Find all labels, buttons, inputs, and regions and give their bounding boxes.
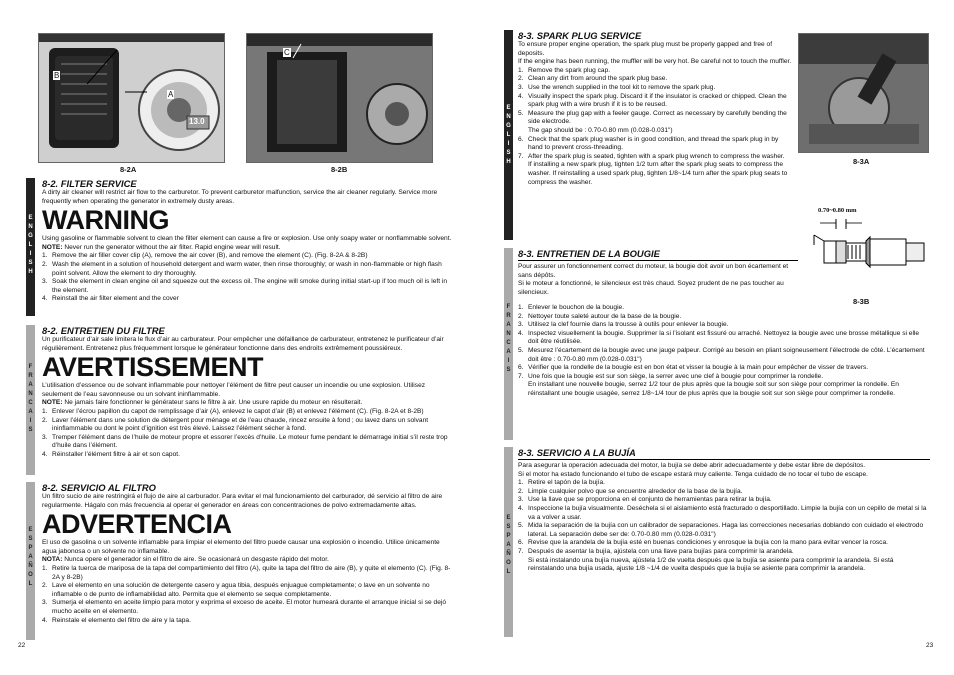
section-intro: Un filtro sucio de aire restringirá el flujo de aire al carburador. Para evitar el mal funcionamiento del carburador, dé servicio al filtro de aire regularmente. Hágalo con más frecuencia al operar el generador en áreas con concentraciones de polvo extremadamente altas.: [42, 493, 443, 509]
figure-8-3a-photo: [798, 33, 929, 153]
list-item: 1. Retire el tapón de la bujía.: [518, 479, 605, 487]
warning-title: ADVERTENCIA: [42, 509, 232, 540]
figure-8-2a-photo: [38, 33, 225, 163]
section-heading: 8-2. ENTRETIEN DU FILTRE: [42, 325, 165, 336]
steps-list: [518, 67, 792, 187]
section-intro-2: Si le moteur a fonctionné, le silencieux est très chaud. Soyez prudent de ne pas toucher au silencieux.: [518, 280, 784, 296]
list-item: 7. Después de asentar la bujía, ajústela con una llave para bujías para comprimir la arandela. Si está instalando una bujía nueva, ajústela 1/2 de vuelta después que la bujía se asiente para comprimir la arandela. Si está reinstalando una bujía usada, ajuste 1/8 ~1/4 de vuelta después que la bujía se asiente para comprimir la arandela.: [518, 547, 894, 573]
list-item: 1. Enlever l’écrou papillon du capot de remplissage d’air (A), enlevez le capot d’air (B) et enlevez l’élément (C). (Fig. 8-2A et 8-2B): [42, 407, 424, 415]
page-number-right: 23: [926, 642, 934, 649]
spark-plug-service-francais: [518, 248, 798, 297]
section-intro: Un purificateur d’air sale limitera le flux d’air au carburateur. Pour empêcher une défaillance de carburateur, entretenez le purificateur d’air régulièrement. Entretenez plus fréquemment lorsque le générateur fonctionne dans des endroits extrêmement poussiéreux.: [42, 336, 444, 352]
warning-title: WARNING: [42, 205, 169, 236]
section-heading: 8-3. SPARK PLUG SERVICE: [518, 30, 642, 41]
spark-plug-steps-francais: [518, 304, 930, 399]
list-item: 1. Remove the spark plug cap.: [518, 66, 611, 74]
warning-text: L’utilisation d’essence ou de solvant inflammable pour nettoyer l’élément de filtre peut causer un incendie ou une explosion. Utilisez seulement de l’eau savonneuse ou un solvant ininflammable.: [42, 382, 426, 398]
list-item: 3. Use la llave que se proporciona en el conjunto de herramientas para retirar la bujía.: [518, 496, 772, 504]
section-intro-1: To ensure proper engine operation, the spark plug must be properly gapped and free of deposits.: [518, 41, 773, 57]
list-item: 6. Revise que la arandela de la bujía esté en buenas condiciones y enrosque la bujía con la mano para evitar vencer la rosca.: [518, 539, 888, 547]
page-number-left: 22: [18, 642, 26, 649]
list-item: 2. Wash the element in a solution of household detergent and warm water, then rinse thoroughly; or wash in non-flammable or high flash point solvent. Allow the element to dry thoroughly.: [42, 260, 442, 277]
list-item: 5. Measure the plug gap with a feeler gauge. Correct as necessary by carefully bending the side electrode. The gap should be : 0.70-0.80 mm (0.028-0.031"): [518, 109, 787, 134]
warning-text: El uso de gasolina o un solvente inflamable para limpiar el elemento del filtro puede causar una explosión o incendio. Utilice únicamente agua jabonosa o un solvente no inflamable.: [42, 539, 440, 555]
list-item: 2. Laver l’élément dans une solution de détergent pour ménage et de l’eau chaude, rincez ensuite à fond ; ou lavez dans un solvant ininflammable ou dont le point d’ignition est très élevé. Laissez l’élément sécher à fond.: [42, 416, 429, 433]
section-heading: 8-3. ENTRETIEN DE LA BOUGIE: [518, 248, 660, 259]
side-tab-francais-right-letters: F R A N C A I S: [506, 304, 511, 373]
gap-label: 0.70~0.80 mm: [818, 207, 857, 214]
section-heading: 8-2. FILTER SERVICE: [42, 178, 137, 189]
section-intro-1: Pour assurer un fonctionnement correct du moteur, la bougie doit avoir un bon écartement et sans dépôts.: [518, 263, 789, 279]
figure-label-c: C: [284, 48, 290, 57]
note: NOTA: Nunca opere el generador sin el filtro de aire. Se ocasionará un desgaste rápido del motor.: [42, 556, 329, 564]
side-tab-espanol-letters: E S P A Ñ O L: [28, 527, 33, 587]
steps-list: [518, 479, 930, 574]
spark-plug-gap-diagram: [806, 205, 931, 285]
list-item: 3. Sumerja el elemento en aceite limpio para motor y exprima el exceso de aceite. El motor humeará durante el arranque inicial si se dejó mucho aceite en el elemento.: [42, 599, 446, 615]
steps-list: [42, 252, 452, 304]
list-item: 6. Vérifier que la rondelle de la bougie est en bon état et visser la bougie à la main pour empêcher de visser de travers.: [518, 364, 869, 372]
list-item: 4. Inspectez visuellement la bougie. Supprimer la si l’isolant est fissuré ou arraché. Nettoyez la bougie avec une brosse métallique si elle doit être réutilisée.: [518, 329, 920, 346]
side-tab-francais-letters: F R A N C A I S: [28, 364, 33, 433]
list-item: 1. Retire la tuerca de mariposa de la tapa del compartimiento del filtro (A), quite la tapa del filtro de aire (B), y quite el elemento (C). (Fig. 8-2A y 8-2B): [42, 564, 451, 581]
figure-label-b: B: [54, 71, 60, 80]
list-item: 7. Une fois que la bougie est sur son siège, la serrer avec une clef à bougie pour comprimer la rondelle. En installant une nouvelle bougie, serrez 1/2 tour de plus après que la bougie soit sur son siège pour comprimer la rondelle. En réinstallant une bougie usagée, serrez 1/8~1/4 tour de plus après que la bougie soit sur son siège pour comprimer la rondelle.: [518, 372, 899, 397]
side-tab-espanol-right-letters: E S P A Ñ O L: [506, 515, 511, 575]
section-intro-1: Para asegurar la operación adecuada del motor, la bujía se debe abrir adecuadamente y debe estar libre de depósitos.: [518, 462, 866, 469]
gap-note: The gap should be : 0.70-0.80 mm (0.028-0.031"): [528, 126, 673, 134]
list-item: 4. Inspeccione la bujía visualmente. Deséchela si el aislamiento está fracturado o desportillado. Limpie la bujía con un cepillo de metal si la va a volver a usar.: [518, 504, 927, 521]
figure-8-3b-diagram: [806, 205, 931, 285]
list-item: 5. Mida la separación de la bujía con un calibrador de separaciones. Haga las correcciones necesarias doblando con cuidado el electrodo lateral. La separación debe ser de: 0.70-0.80 mm (0.028-0.031"): [518, 522, 924, 538]
filter-service-english: [42, 178, 452, 304]
list-item: 3. Utilisez la clef fournie dans la trousse à outils pour enlever la bougie.: [518, 321, 729, 329]
list-item: 4. Visually inspect the spark plug. Discard it if the insulator is cracked or chipped. Clean the spark plug with a wire brush if it is to be reused.: [518, 92, 787, 109]
filter-service-francais: [42, 325, 452, 460]
section-heading: 8-3. SERVICIO A LA BUJÍA: [518, 447, 636, 458]
generator-air-cleaner-illustration: [39, 34, 224, 162]
figure-8-2a-caption: 8-2A: [120, 165, 137, 174]
side-tab-english-right-letters: E N G L I S H: [506, 105, 511, 165]
spark-plug-engine-illustration: [799, 34, 928, 152]
steps-list: [518, 304, 930, 399]
list-item: 1. Enlever le bouchon de la bougie.: [518, 304, 625, 311]
section-heading: 8-2. SERVICIO AL FILTRO: [42, 482, 156, 493]
spark-plug-service-english: [518, 30, 792, 187]
note: NOTE: Ne jamais faire fonctionner le générateur sans le filtre à air. Une usure rapide du moteur en résulterait.: [42, 399, 363, 407]
filter-service-espanol: [42, 482, 452, 625]
list-item: 2. Clean any dirt from around the spark plug base.: [518, 75, 668, 83]
figure-8-3b-caption: 8-3B: [853, 297, 870, 306]
figure-8-3a-caption: 8-3A: [853, 157, 870, 166]
note: NOTE: Never run the generator without the air filter. Rapid engine wear will result.: [42, 243, 281, 251]
engine-size-badge: 13.0: [189, 117, 205, 126]
warning-title: AVERTISSEMENT: [42, 352, 264, 383]
section-intro: A dirty air cleaner will restrict air flow to the carburetor. To prevent carburetor malfunction, service the air cleaner regularly. Service more frequently when operating the generator in extremely dusty areas.: [42, 189, 438, 205]
list-item: 2. Nettoyer toute saleté autour de la base de la bougie.: [518, 312, 682, 320]
list-item: 1. Remove the air filler cover clip (A), remove the air cover (B), and remove the element (C). (Fig. 8-2A & 8-2B): [42, 252, 368, 260]
heading-rule: [518, 260, 798, 261]
air-filter-element-illustration: [247, 34, 432, 162]
list-item: 3. Soak the element in clean engine oil and squeeze out the excess oil. The engine will smoke during initial start-up if too much oil is left in the element.: [42, 278, 447, 294]
heading-rule: [518, 459, 930, 460]
list-item: 5. Mesurez l’écartement de la bougie avec une jauge palpeur. Corrigé au besoin en pliant soigneusement l’électrode de côté. L’écartement doit être : 0.70-0.80 mm (0.028-0.031"): [518, 346, 925, 363]
list-item: 4. Reinstall the air filter element and the cover: [42, 295, 179, 303]
figure-8-2b-caption: 8-2B: [331, 165, 348, 174]
list-item: 7. After the spark plug is seated, tighten with a spark plug wrench to compress the washer. If installing a new spark plug, tighten 1/2 turn after the spark plug seats to compress the washer. If reinstalling a used spark plug, tighten 1/8~1/4 turn after the spark plug seats to compress the washer.: [518, 152, 788, 186]
steps-list: [42, 565, 452, 625]
section-intro-2: If the engine has been running, the muffler will be very hot. Be careful not to touch the muffler.: [518, 58, 792, 66]
list-item: 2. Lave el elemento en una solución de detergente casero y agua tibia, después enjuague completamente; o lave en un solvente no inflamable o de punto de inflamabilidad alto. Permita que el elemento se seque completamente.: [42, 582, 430, 598]
list-item: 4. Réinstaller l’élément filtre à air et son capot.: [42, 450, 180, 458]
steps-list: [42, 408, 452, 460]
list-item: 3. Use the wrench supplied in the tool kit to remove the spark plug.: [518, 83, 716, 91]
warning-text: Using gasoline or flammable solvent to clean the filter element can cause a fire or explosion. Use only soapy water or nonflammable solvent.: [42, 235, 452, 243]
list-item: 2. Limpie cualquier polvo que se encuentre alrededor de la base de la bujía.: [518, 487, 743, 495]
figure-8-2b-photo: [246, 33, 433, 163]
section-intro-2: Si el motor ha estado funcionando el tubo de escape estará muy caliente. Tenga cuidado de no tocar el tubo de escape.: [518, 470, 868, 478]
list-item: 3. Tremper l’élément dans de l’huile de moteur propre et essorer l’excès d’huile. Le moteur fume pendant le démarrage initial s’il reste trop d’huile dans l’élément.: [42, 433, 448, 450]
list-item: 4. Reinstale el elemento del filtro de aire y la tapa.: [42, 616, 191, 624]
figure-label-a: A: [168, 90, 174, 99]
spark-plug-service-espanol: [518, 447, 930, 574]
list-item: 6. Check that the spark plug washer is in good condition, and thread the spark plug in by hand to prevent cross-threading.: [518, 135, 779, 152]
side-tab-english-letters: E N G L I S H: [28, 215, 33, 275]
